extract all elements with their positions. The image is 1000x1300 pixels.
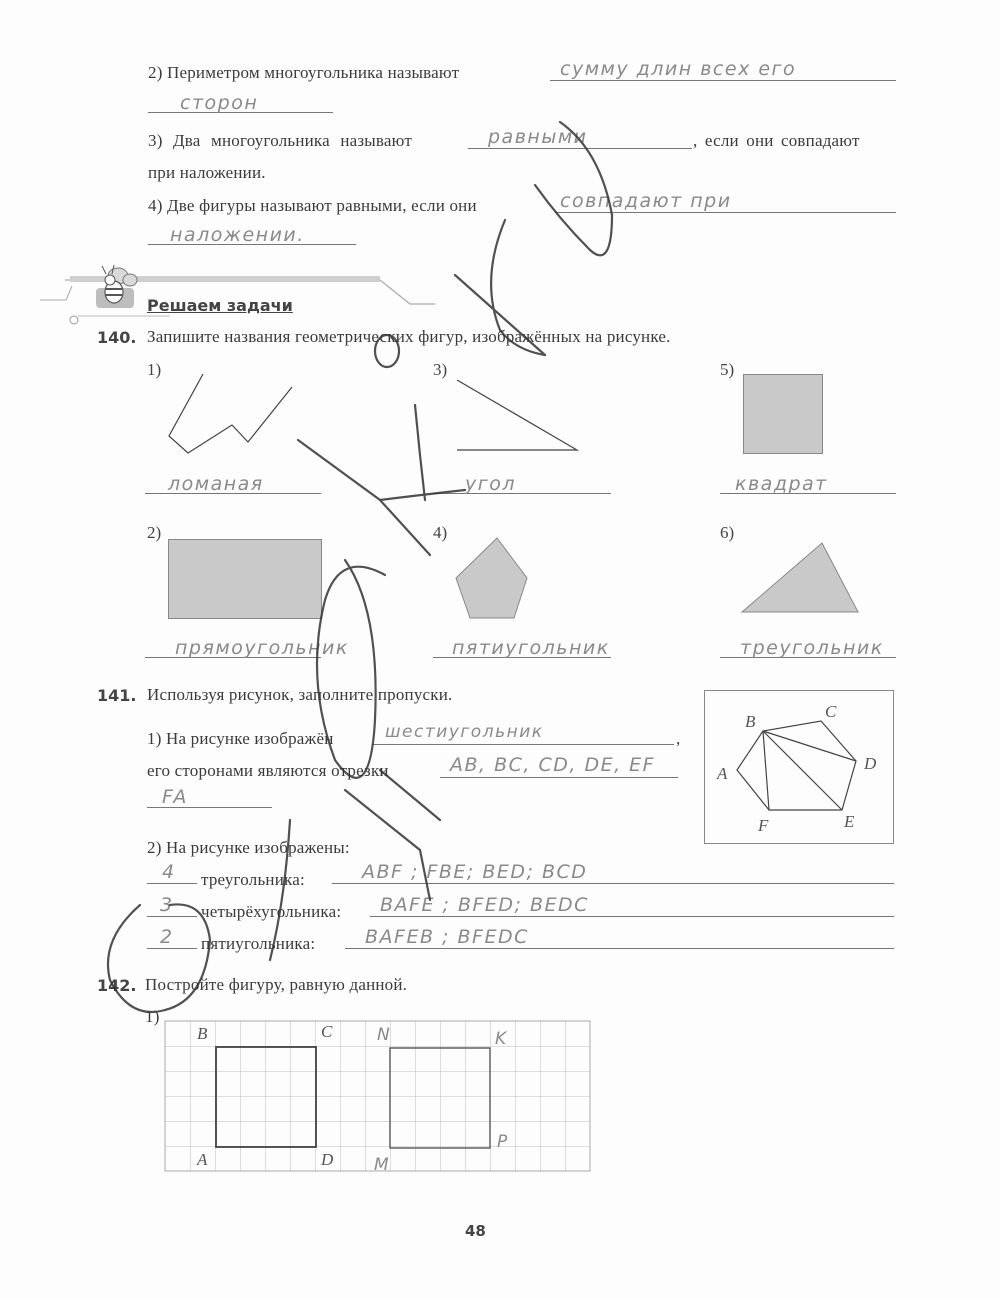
triangles-label: треугольника:: [201, 870, 305, 889]
quads-label: четырёхугольника:: [201, 902, 342, 921]
pentagons-count: 2: [160, 926, 174, 948]
section-title: Решаем задачи: [147, 296, 293, 315]
hex-label-a: A: [717, 764, 728, 783]
fig3-answer-line[interactable]: [433, 493, 611, 494]
fig3-label: 3): [433, 360, 448, 379]
fig4-answer: пятиугольник: [452, 637, 610, 659]
hex-label-d: D: [864, 754, 877, 773]
grid-label-k: K: [495, 1029, 508, 1049]
triangles-count-line[interactable]: [147, 883, 197, 884]
def2-answer-text2: сторон: [180, 92, 259, 114]
task140-number: 140.: [97, 328, 137, 347]
triangles-count: 4: [162, 861, 176, 883]
task141-p1-comma: ,: [676, 729, 681, 748]
task141-sides-answer2: FA: [162, 786, 188, 808]
pentagons-label: пятиугольника:: [201, 934, 316, 953]
grid-label-c: C: [321, 1022, 333, 1041]
task141-sides-prefix: его сторонами являются отрезки: [147, 761, 389, 780]
def4-answer-text1: совпадают при: [560, 190, 732, 212]
task141-prompt: Используя рисунок, заполните пропуски.: [147, 685, 453, 704]
fig6-label: 6): [720, 523, 735, 542]
fig5-answer: квадрат: [735, 473, 828, 495]
pencil-scribble-overlay: [0, 0, 1, 1]
quads-answer: BAFE ; BFED; BEDC: [380, 894, 589, 916]
fig4-label: 4): [433, 523, 448, 542]
def4-answer-line1[interactable]: [555, 212, 896, 213]
task141-p2-title: 2) На рисунке изображены:: [147, 838, 350, 857]
task141-p1-answer-line[interactable]: [372, 744, 674, 745]
quads-answer-line[interactable]: [370, 916, 894, 917]
def3-continuation: при наложении.: [148, 163, 266, 182]
rectangle-figure: [168, 539, 322, 619]
def3-answer-line[interactable]: [468, 148, 692, 149]
grid-label-b: B: [197, 1024, 208, 1043]
grid-label-p: P: [497, 1132, 509, 1152]
quads-count: 3: [160, 894, 174, 916]
fig2-label: 2): [147, 523, 162, 542]
fig5-label: 5): [720, 360, 735, 379]
square-figure: [743, 374, 823, 454]
def4-prefix: 4) Две фигуры называют равными, если они: [148, 196, 477, 215]
quads-count-line[interactable]: [147, 916, 197, 917]
hex-label-e: E: [844, 812, 855, 831]
fig3-answer: угол: [465, 473, 516, 495]
triangles-answer-line[interactable]: [332, 883, 894, 884]
triangles-answer: ABF ; FBE; BED; BCD: [362, 861, 588, 883]
def4-answer-text2: наложении.: [170, 224, 305, 246]
fig1-answer: ломаная: [168, 473, 264, 495]
task141-sides-line1[interactable]: [440, 777, 678, 778]
grid-label-n: N: [377, 1025, 392, 1045]
hex-label-b: B: [745, 712, 756, 731]
page-number: 48: [465, 1222, 486, 1240]
grid-label-d: D: [321, 1150, 334, 1169]
def2-answer-text1: сумму длин всех его: [560, 58, 797, 80]
pentagons-answer-line[interactable]: [345, 948, 894, 949]
hex-label-c: C: [825, 702, 837, 721]
task141-sides-answer1: AB, BC, CD, DE, EF: [450, 754, 656, 776]
def3-prefix: 3) Два многоугольника называют: [148, 131, 412, 150]
task141-p1-answer: шестиугольник: [385, 722, 544, 742]
fig6-answer: треугольник: [740, 637, 884, 659]
task142-sub-label: 1): [145, 1007, 160, 1026]
pentagons-count-line[interactable]: [147, 948, 197, 949]
task142-number: 142.: [97, 976, 137, 995]
def2-prefix: 2) Периметром многоугольника называют: [148, 63, 460, 82]
def3-answer-text: равными: [488, 126, 588, 148]
grid-label-m: M: [374, 1155, 391, 1175]
pentagons-answer: BAFEB ; BFEDC: [365, 926, 529, 948]
task141-number: 141.: [97, 686, 137, 705]
hex-label-f: F: [758, 816, 769, 835]
fig2-answer: прямоугольник: [175, 637, 349, 659]
fig1-label: 1): [147, 360, 162, 379]
task141-p1-prefix: 1) На рисунке изображён: [147, 729, 334, 748]
bee-icon: [92, 262, 142, 312]
def2-answer-line1[interactable]: [550, 80, 896, 81]
task142-prompt: Постройте фигуру, равную данной.: [145, 975, 408, 994]
task140-prompt: Запишите названия геометрических фигур, изображённых на рисунке.: [147, 327, 671, 346]
def3-suffix: , если они совпадают: [693, 131, 860, 150]
grid-label-a: A: [197, 1150, 208, 1169]
